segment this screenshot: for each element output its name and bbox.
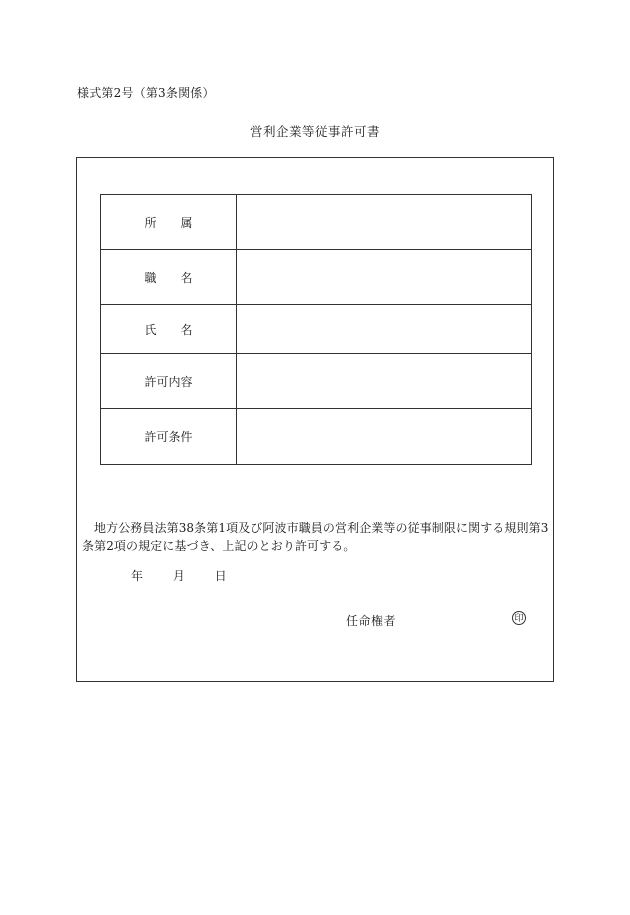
table-row: [101, 305, 532, 354]
date-month: 月: [172, 569, 185, 583]
permission-statement: 地方公務員法第38条第1項及び阿波市職員の営利企業等の従事制限に関する規則第3条第2項の規定に基づき、上記のとおり許可する。: [82, 521, 549, 553]
permission-content-field[interactable]: [237, 354, 532, 409]
form-number: 様式第2号（第3条関係）: [77, 86, 215, 100]
row-label-permission-content: 許可内容: [101, 354, 237, 409]
permission-conditions-field[interactable]: [237, 409, 532, 465]
row-label-name: 氏名: [101, 305, 237, 354]
table-row: [101, 354, 532, 409]
job-title-field[interactable]: [237, 250, 532, 305]
date-line: [131, 567, 227, 584]
seal-mark: 印: [512, 611, 526, 625]
info-table: [100, 194, 532, 465]
row-label-affiliation: 所属: [101, 195, 237, 250]
appointer-label: 任命権者: [346, 614, 397, 628]
table-row: [101, 195, 532, 250]
affiliation-field[interactable]: [237, 195, 532, 250]
date-day: 日: [214, 569, 227, 583]
page-title: 営利企業等従事許可書: [249, 124, 380, 139]
name-field[interactable]: [237, 305, 532, 354]
date-year: 年: [131, 569, 144, 583]
row-label-permission-conditions: 許可条件: [101, 409, 237, 465]
table-row: [101, 250, 532, 305]
table-row: [101, 409, 532, 465]
row-label-job-title: 職名: [101, 250, 237, 305]
